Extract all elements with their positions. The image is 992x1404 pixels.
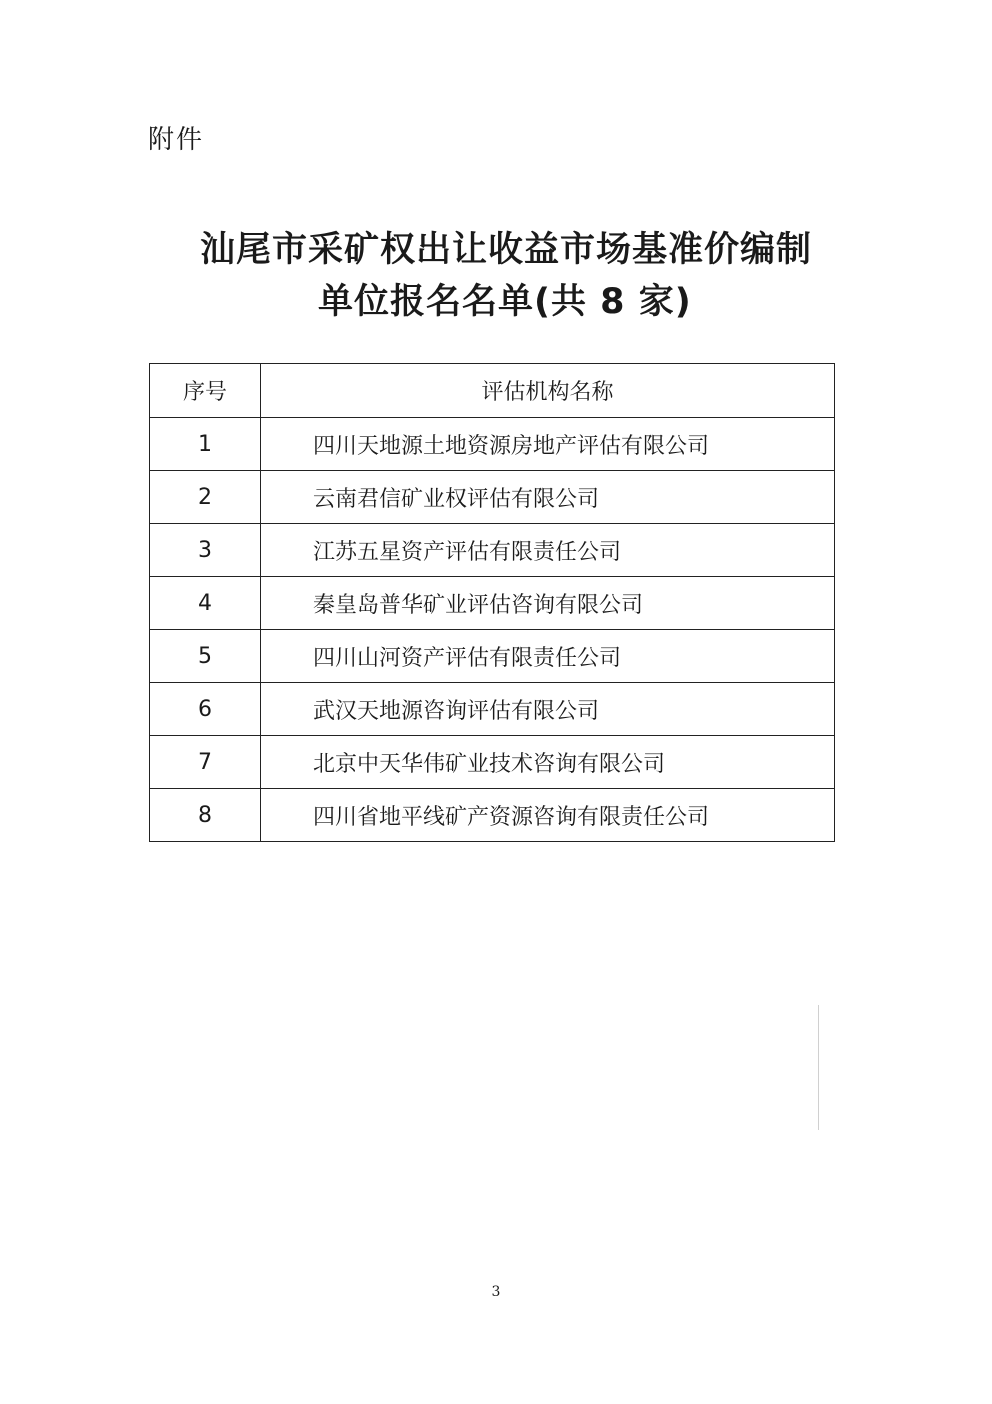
row-institution-name: 北京中天华伟矿业技术咨询有限公司 (261, 736, 835, 789)
row-serial-number: 2 (150, 471, 261, 524)
table-header-row (150, 364, 835, 418)
row-institution-name: 四川山河资产评估有限责任公司 (261, 630, 835, 683)
row-institution-name: 秦皇岛普华矿业评估咨询有限公司 (261, 577, 835, 630)
scan-artifact-line (818, 1005, 819, 1130)
table-row (150, 683, 835, 736)
row-serial-number: 6 (150, 683, 261, 736)
page-number: 3 (491, 1284, 501, 1300)
row-serial-number: 1 (150, 418, 261, 471)
table-row (150, 789, 835, 842)
table-row (150, 524, 835, 577)
document-title-line-1: 汕尾市采矿权出让收益市场基准价编制 (200, 230, 813, 270)
registration-list-table (149, 363, 835, 842)
row-serial-number: 4 (150, 577, 261, 630)
table-row (150, 736, 835, 789)
row-institution-name: 云南君信矿业权评估有限公司 (261, 471, 835, 524)
row-serial-number: 5 (150, 630, 261, 683)
table-row (150, 630, 835, 683)
header-serial-number: 序号 (150, 364, 261, 418)
row-institution-name: 武汉天地源咨询评估有限公司 (261, 683, 835, 736)
document-title-line-2: 单位报名名单(共 8 家) (318, 282, 692, 322)
annex-label: 附件 (148, 125, 205, 155)
row-serial-number: 3 (150, 524, 261, 577)
row-institution-name: 江苏五星资产评估有限责任公司 (261, 524, 835, 577)
row-institution-name: 四川省地平线矿产资源咨询有限责任公司 (261, 789, 835, 842)
table-row (150, 471, 835, 524)
row-serial-number: 7 (150, 736, 261, 789)
header-institution-name: 评估机构名称 (261, 364, 835, 418)
table-row (150, 418, 835, 471)
row-serial-number: 8 (150, 789, 261, 842)
table-row (150, 577, 835, 630)
row-institution-name: 四川天地源土地资源房地产评估有限公司 (261, 418, 835, 471)
